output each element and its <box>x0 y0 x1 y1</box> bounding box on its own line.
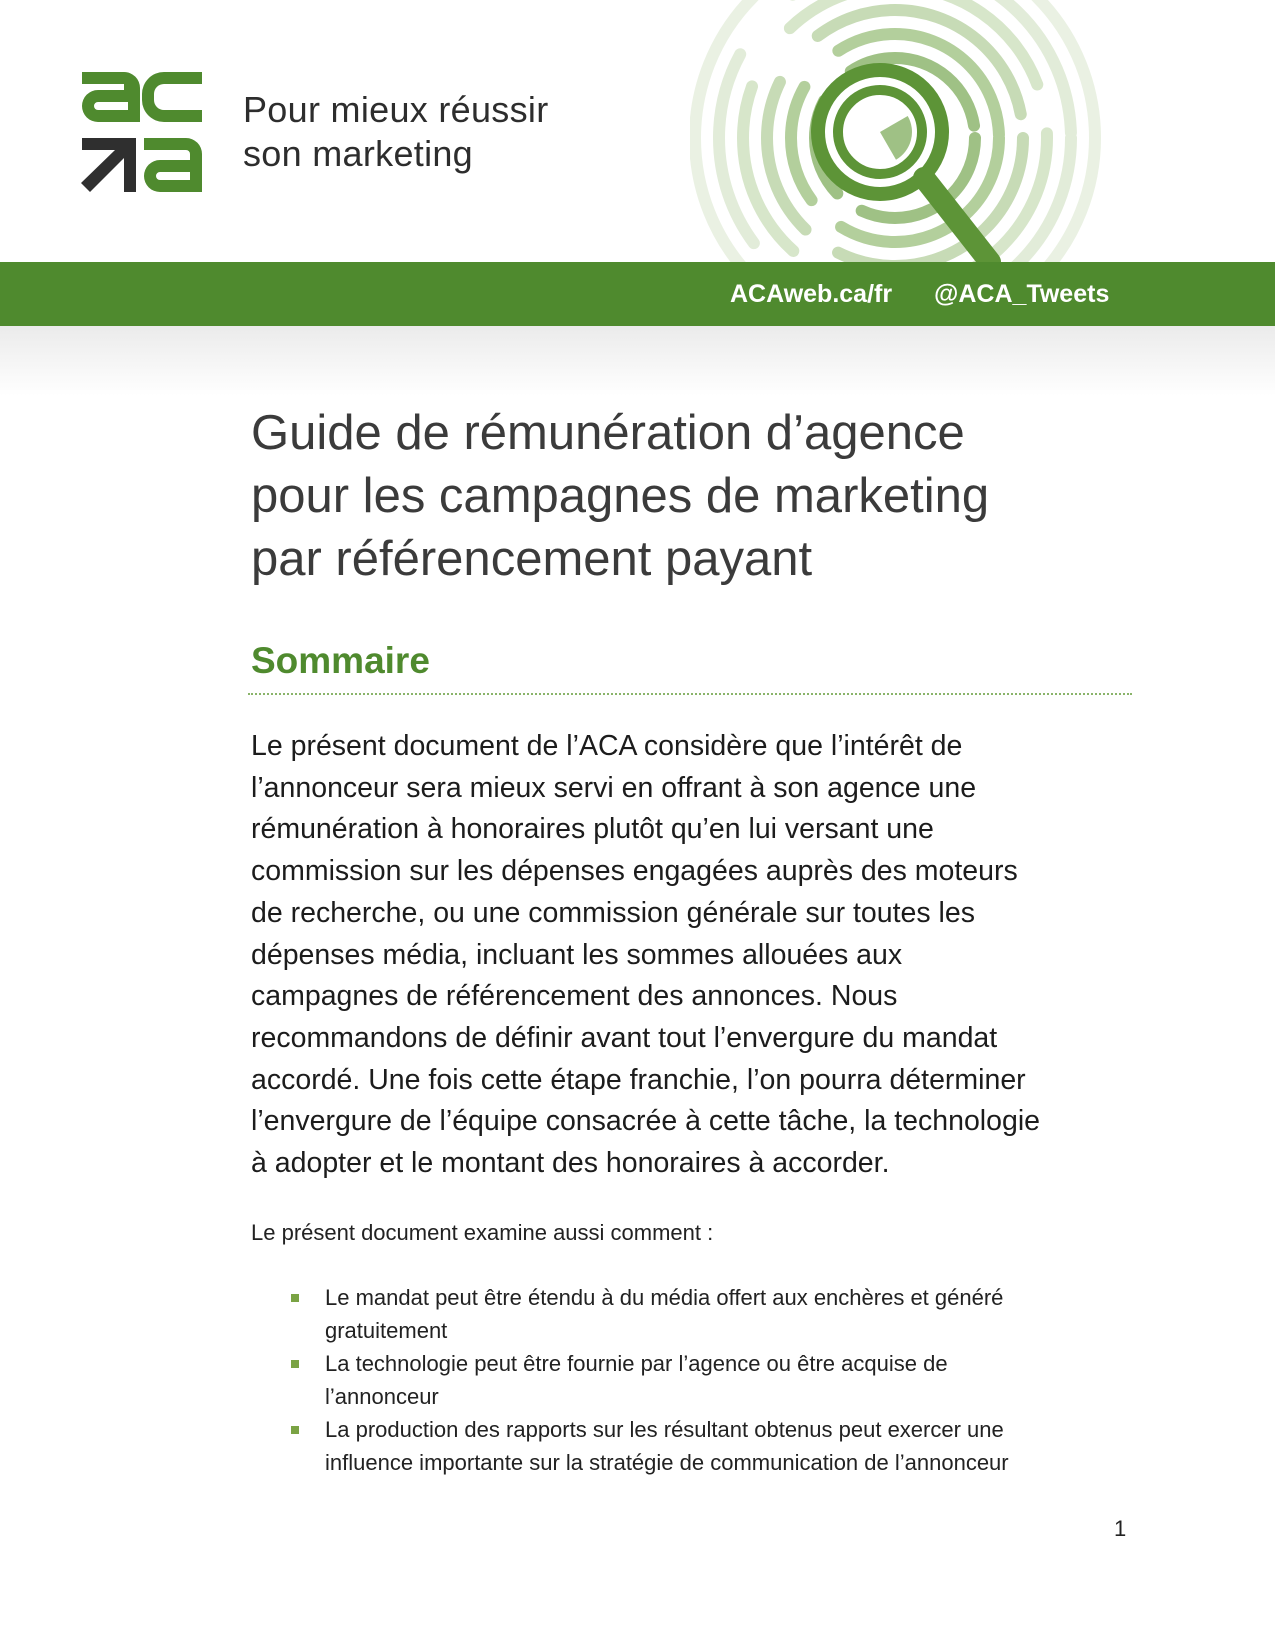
lead-line: recommandons de définir avant tout l’envergure du mandat <box>251 1021 998 1054</box>
list-item-line: l’annonceur <box>325 1384 439 1409</box>
lead-line: l’annonceur sera mieux servi en offrant à son agence une <box>251 771 977 804</box>
aca-logo <box>78 68 208 200</box>
lead-line: de recherche, ou une commission générale sur toutes les <box>251 896 975 929</box>
bullet-icon <box>291 1294 299 1302</box>
page-number: 1 <box>1114 1516 1127 1541</box>
tagline <box>243 88 549 176</box>
lead-line: commission sur les dépenses engagées auprès des moteurs <box>251 855 1018 888</box>
contact-bar <box>0 262 1275 326</box>
list-item-line: Le mandat peut être étendu à du média offert aux enchères et généré <box>325 1285 1004 1310</box>
lead-line: rémunération à honoraires plutôt qu’en lui versant une <box>251 813 934 846</box>
tagline-line-2: son marketing <box>243 133 474 174</box>
intro-text: Le présent document examine aussi comment : <box>251 1220 714 1245</box>
tagline-line-1: Pour mieux réussir <box>243 89 549 130</box>
list-item-line: gratuitement <box>325 1318 448 1343</box>
list-item-line: La technologie peut être fournie par l’agence ou être acquise de <box>325 1351 948 1376</box>
bullet-icon <box>291 1426 299 1434</box>
website-link[interactable]: ACAweb.ca/fr <box>730 280 893 308</box>
lead-line: l’envergure de l’équipe consacrée à cette tâche, la technologie <box>251 1105 1041 1138</box>
list-item-line: La production des rapports sur les résultant obtenus peut exercer une <box>325 1417 1004 1442</box>
page-header <box>0 0 1275 262</box>
document-title <box>251 402 1151 591</box>
list-item-line: influence importante sur la stratégie de communication de l’annonceur <box>325 1450 1009 1475</box>
twitter-link[interactable]: @ACA_Tweets <box>934 280 1110 308</box>
list-item <box>251 1281 1131 1347</box>
list-item <box>251 1413 1131 1479</box>
list-item <box>251 1347 1131 1413</box>
title-line: Guide de rémunération d’agence <box>251 406 965 460</box>
lead-line: à adopter et le montant des honoraires à accorder. <box>251 1147 890 1180</box>
title-line: par référencement payant <box>251 532 813 586</box>
title-line: pour les campagnes de marketing <box>251 469 990 523</box>
lead-paragraph <box>251 726 1131 1185</box>
bullet-list <box>251 1281 1131 1479</box>
section-divider <box>248 693 1132 695</box>
lead-line: campagnes de référencement des annonces. Nous <box>251 980 898 1013</box>
section-heading: Sommaire <box>251 640 430 681</box>
header-shadow <box>0 326 1275 396</box>
lead-line: Le présent document de l’ACA considère que l’intérêt de <box>251 730 963 762</box>
lead-line: dépenses média, incluant les sommes allouées aux <box>251 938 903 971</box>
magnifying-glass-icon <box>690 0 1140 262</box>
bullet-icon <box>291 1360 299 1368</box>
lead-line: accordé. Une fois cette étape franchie, l’on pourra déterminer <box>251 1063 1026 1096</box>
